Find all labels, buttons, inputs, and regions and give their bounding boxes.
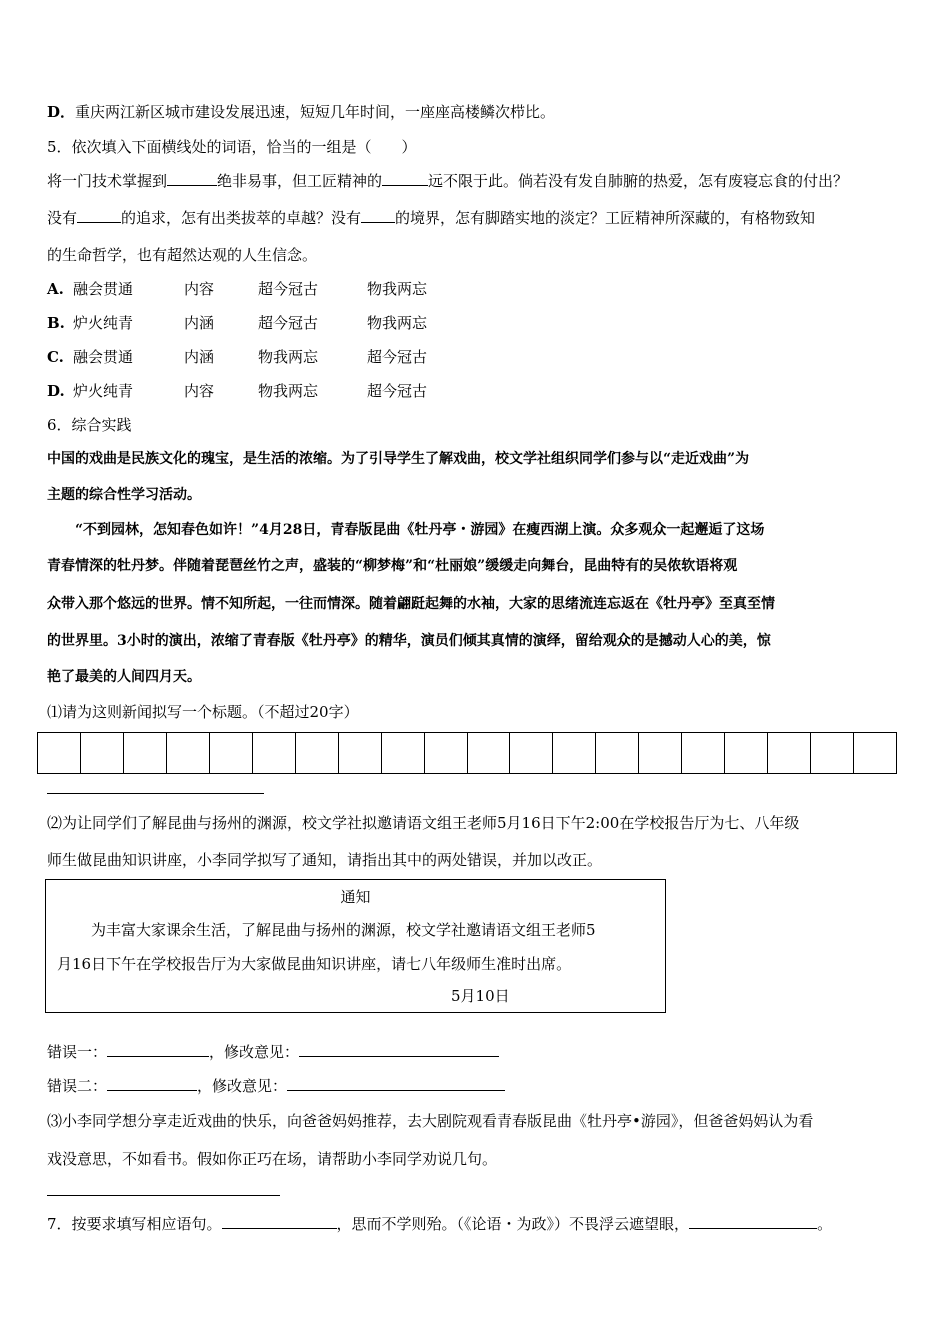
grid-cell[interactable]: [639, 733, 682, 773]
grid-cell[interactable]: [553, 733, 596, 773]
q5-text: 远不限于此。倘若没有发自肺腑的热爱，怎有废寝忘食的付出？: [428, 172, 849, 190]
fix-one-input[interactable]: [299, 1042, 499, 1057]
q5-passage-line-1: [47, 171, 848, 191]
q5-text: 的境界，怎有脚踏实地的淡定？工匠精神所深藏的，有格物致知: [395, 209, 816, 227]
option-word: 物我两忘: [258, 348, 319, 366]
q6-title: 6．综合实践: [47, 416, 132, 434]
q5-text: 的追求，怎有出类拔萃的卓越？没有: [121, 209, 362, 227]
grid-cell[interactable]: [768, 733, 811, 773]
grid-cell[interactable]: [339, 733, 382, 773]
q7-text: ，思而不学则殆。（《论语・为政》）不畏浮云遮望眼，: [336, 1215, 690, 1233]
notice-title: 通知: [340, 888, 371, 906]
answer-line[interactable]: [47, 1195, 280, 1196]
error-two-label: 错误二：: [47, 1077, 108, 1095]
q7-text: 。: [817, 1215, 833, 1233]
q6-news-line-1: “不到园林，怎知春色如许！”4月28日，青春版昆曲《牡丹亭・游园》在瘦西湖上演。众多观众一起邂逅了这场: [75, 522, 765, 538]
q6-news-line-4: 的世界里。3小时的演出，浓缩了青春版《牡丹亭》的精华，演员们倾其真情的演绎，留给观众的是撼动人心的美，惊: [47, 633, 771, 649]
grid-cell[interactable]: [682, 733, 725, 773]
fix-label: ，修改意见：: [209, 1043, 300, 1061]
grid-cell[interactable]: [253, 733, 296, 773]
notice-box: [45, 879, 666, 1013]
q4-option-d-label: D．: [47, 103, 76, 121]
option-word: 炉火纯青: [73, 314, 134, 332]
q5-text: 没有: [47, 209, 78, 227]
option-word: 超今冠古: [258, 314, 319, 332]
option-word: 融会贯通: [73, 348, 134, 366]
q5-title: 5．依次填入下面横线处的词语，恰当的一组是（ ）: [47, 138, 417, 156]
q5-text: 绝非易事，但工匠精神的: [217, 172, 383, 190]
option-word: 物我两忘: [367, 280, 428, 298]
q5-passage-line-3: 的生命哲学，也有超然达观的人生信念。: [47, 246, 318, 264]
error-two-row: [47, 1076, 505, 1096]
q6-sub3-line-1: ⑶小李同学想分享走近戏曲的快乐，向爸爸妈妈推荐，去大剧院观看青春版昆曲《牡丹亭•游园》，但爸爸妈妈认为看: [47, 1112, 814, 1130]
q7-blank-1[interactable]: [222, 1214, 337, 1229]
q5-text: 将一门技术掌握到: [47, 172, 168, 190]
error-one-label: 错误一：: [47, 1043, 108, 1061]
grid-cell[interactable]: [596, 733, 639, 773]
q4-option-d: [47, 102, 555, 122]
option-word: 内涵: [184, 348, 215, 366]
option-word: 超今冠古: [367, 382, 428, 400]
q7-blank-2[interactable]: [689, 1214, 817, 1229]
option-label: C.: [47, 348, 64, 366]
q6-sub2-line-1: ⑵为让同学们了解昆曲与扬州的渊源，校文学社拟邀请语文组王老师5月16日下午2:00在学校报告厅为七、八年级: [47, 814, 800, 832]
answer-blank[interactable]: [167, 171, 217, 186]
option-word: 融会贯通: [73, 280, 134, 298]
option-label: A.: [47, 280, 64, 298]
grid-cell[interactable]: [81, 733, 124, 773]
fix-label: ，修改意见：: [197, 1077, 288, 1095]
grid-cell[interactable]: [425, 733, 468, 773]
option-label: D.: [47, 382, 65, 400]
option-word: 内容: [184, 382, 215, 400]
answer-blank[interactable]: [77, 208, 121, 223]
option-word: 超今冠古: [367, 348, 428, 366]
q6-sub1: ⑴请为这则新闻拟写一个标题。（不超过20字）: [47, 703, 359, 721]
q6-news-line-2: 青春情深的牡丹梦。伴随着琵琶丝竹之声，盛装的“柳梦梅”和“杜丽娘”缓缓走向舞台，昆曲特有的吴侬软语将观: [47, 558, 738, 574]
grid-cell[interactable]: [167, 733, 210, 773]
option-word: 内容: [184, 280, 215, 298]
grid-cell[interactable]: [382, 733, 425, 773]
option-label: B.: [47, 314, 65, 332]
grid-cell[interactable]: [210, 733, 253, 773]
q6-news-line-3: 众带入那个悠远的世界。情不知所起，一往而情深。随着翩跹起舞的水袖，大家的思绪流连忘返在《牡丹亭》至真至情: [47, 596, 775, 612]
error-one-row: [47, 1042, 499, 1062]
error-one-input[interactable]: [107, 1042, 209, 1057]
q5-passage-line-2: [47, 208, 815, 228]
title-answer-grid[interactable]: [37, 732, 897, 774]
grid-cell[interactable]: [296, 733, 339, 773]
answer-blank[interactable]: [382, 171, 428, 186]
option-word: 物我两忘: [367, 314, 428, 332]
option-word: 超今冠古: [258, 280, 319, 298]
q7-line: [47, 1214, 832, 1234]
q6-intro-line-2: 主题的综合性学习活动。: [47, 487, 201, 503]
grid-cell[interactable]: [725, 733, 768, 773]
notice-body-line-1: 为丰富大家课余生活，了解昆曲与扬州的渊源，校文学社邀请语文组王老师5: [91, 921, 596, 939]
q6-sub3-line-2: 戏没意思，不如看书。假如你正巧在场，请帮助小李同学劝说几句。: [47, 1150, 498, 1168]
option-word: 炉火纯青: [73, 382, 134, 400]
q6-intro-line-1: 中国的戏曲是民族文化的瑰宝，是生活的浓缩。为了引导学生了解戏曲，校文学社组织同学们参与以“走近戏曲”为: [47, 451, 750, 467]
grid-cell[interactable]: [510, 733, 553, 773]
grid-cell[interactable]: [854, 733, 896, 773]
grid-cell[interactable]: [811, 733, 854, 773]
grid-cell[interactable]: [124, 733, 167, 773]
option-word: 内涵: [184, 314, 215, 332]
q6-news-line-5: 艳了最美的人间四月天。: [47, 669, 201, 685]
notice-body-line-2: 月16日下午在学校报告厅为大家做昆曲知识讲座，请七八年级师生准时出席。: [57, 955, 572, 973]
grid-cell[interactable]: [468, 733, 511, 773]
q6-sub2-line-2: 师生做昆曲知识讲座，小李同学拟写了通知，请指出其中的两处错误，并加以改正。: [47, 851, 603, 869]
error-two-input[interactable]: [107, 1076, 197, 1091]
answer-blank[interactable]: [361, 208, 395, 223]
notice-date: 5月10日: [451, 987, 510, 1005]
grid-cell[interactable]: [38, 733, 81, 773]
answer-line[interactable]: [47, 793, 264, 794]
q7-text: 7．按要求填写相应语句。: [47, 1215, 222, 1233]
option-word: 物我两忘: [258, 382, 319, 400]
fix-two-input[interactable]: [287, 1076, 505, 1091]
q4-option-d-text: 重庆两江新区城市建设发展迅速，短短几年时间，一座座高楼鳞次栉比。: [75, 103, 556, 121]
